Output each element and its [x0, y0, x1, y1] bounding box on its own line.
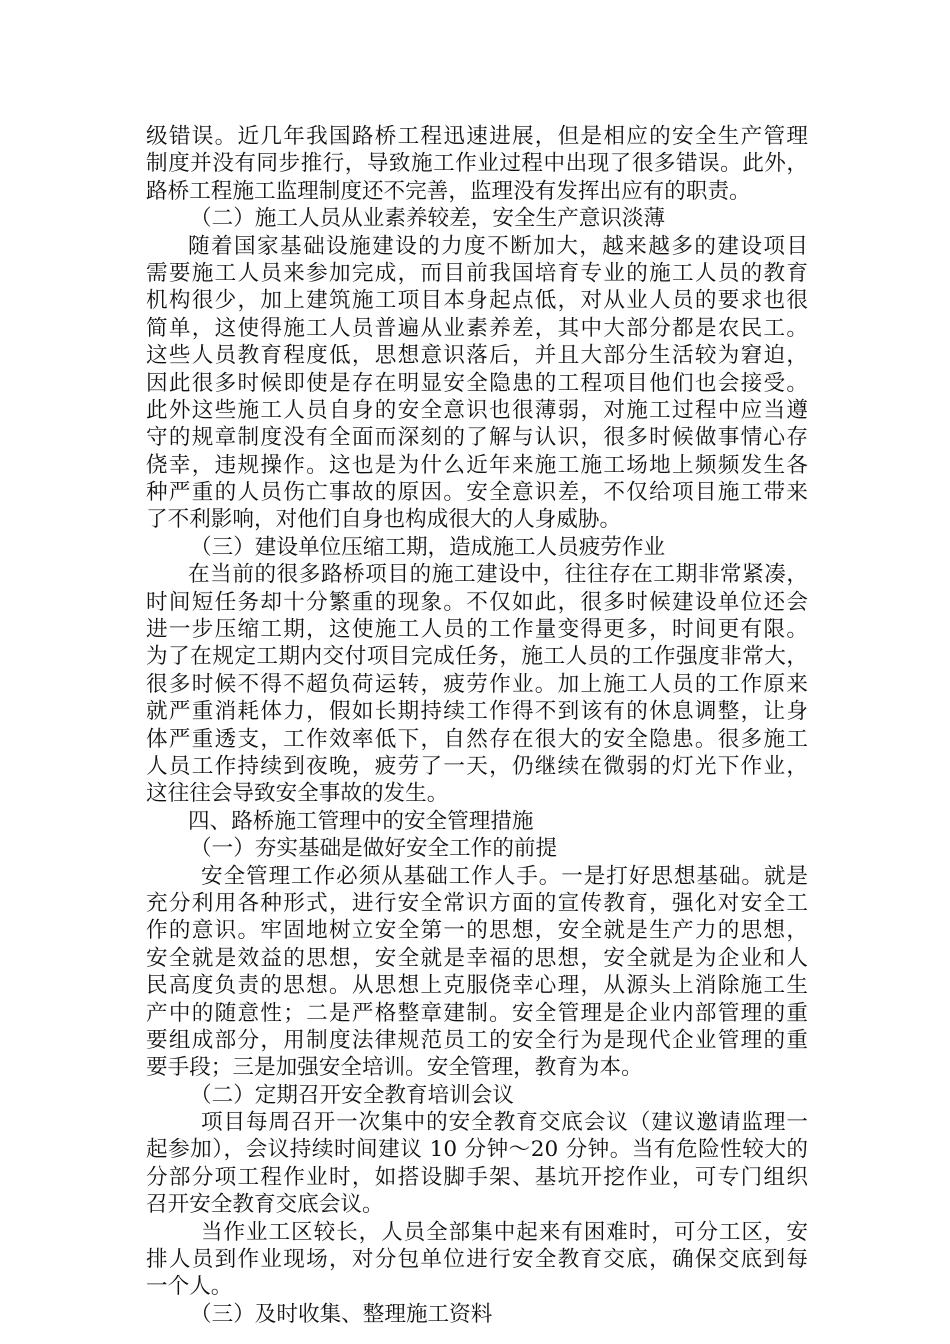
text-line: 制度并没有同步推行，导致施工作业过程中出现了很多错误。此外，: [146, 151, 808, 177]
text-line: 四、路桥施工管理中的安全管理措施: [188, 808, 534, 834]
text-line: 项目每周召开一次集中的安全教育交底会议（建议邀请监理一: [201, 1110, 808, 1136]
text-line: 这些人员教育程度低，思想意识落后，并且大部分生活较为窘迫，: [146, 343, 808, 369]
text-line: 需要施工人员来参加完成，而目前我国培育专业的施工人员的教育: [146, 260, 808, 286]
text-line: 当作业工区较长，人员全部集中起来有困难时，可分工区，安: [201, 1219, 808, 1245]
text-line: 起参加），会议持续时间建议 10 分钟～20 分钟。当有危险性较大的: [146, 1137, 808, 1163]
text-line: 排人员到作业现场，对分包单位进行安全教育交底，确保交底到每: [146, 1247, 808, 1273]
text-line: 机构很少，加上建筑施工项目本身起点低，对从业人员的要求也很: [146, 288, 808, 314]
text-line: 很多时候不得不超负荷运转，疲劳作业。加上施工人员的工作原来: [146, 671, 808, 697]
text-line: 简单，这使得施工人员普遍从业素养差，其中大部分都是农民工。: [146, 315, 808, 341]
text-line: 守的规章制度没有全面而深刻的了解与认识，很多时候做事情心存: [146, 425, 808, 451]
text-line: 体严重透支，工作效率低下，自然存在很大的安全隐患。很多施工: [146, 726, 808, 752]
text-line: 路桥工程施工监理制度还不完善，监理没有发挥出应有的职责。: [146, 178, 751, 204]
text-line: 要组成部分，用制度法律规范员工的安全行为是现代企业管理的重: [146, 1027, 808, 1053]
text-line: 侥幸，违规操作。这也是为什么近年来施工施工场地上频频发生各: [146, 452, 808, 478]
text-line: 种严重的人员伤亡事故的原因。安全意识差，不仅给项目施工带来: [146, 480, 808, 506]
text-line: 就严重消耗体力，假如长期持续工作得不到该有的休息调整，让身: [146, 699, 808, 725]
text-line: 人员工作持续到夜晚，疲劳了一天，仍继续在微弱的灯光下作业，: [146, 753, 808, 779]
text-line: 安全管理工作必须从基础工作人手。一是打好思想基础。就是: [201, 863, 808, 889]
text-line: （一）夯实基础是做好安全工作的前提: [190, 836, 558, 862]
text-line: 在当前的很多路桥项目的施工建设中，往往存在工期非常紧凑，: [188, 562, 808, 588]
text-line: 了不利影响，对他们自身也构成很大的人身威胁。: [146, 507, 622, 533]
document-body: [146, 123, 808, 1328]
text-line: 产中的随意性；二是严格整章建制。安全管理是企业内部管理的重: [146, 1000, 808, 1026]
text-line: 召开安全教育交底会议。: [146, 1192, 384, 1218]
text-line: 随着国家基础设施建设的力度不断加大，越来越多的建设项目: [188, 233, 808, 259]
text-line: 时间短任务却十分繁重的现象。不仅如此，很多时候建设单位还会: [146, 589, 808, 615]
text-line: （二）施工人员从业素养较差，安全生产意识淡薄: [190, 206, 666, 232]
text-line: （三）及时收集、整理施工资料: [190, 1301, 493, 1327]
text-line: 因此很多时候即使是存在明显安全隐患的工程项目他们也会接受。: [146, 370, 808, 396]
text-line: 安全就是效益的思想，安全就是幸福的思想，安全就是为企业和人: [146, 945, 808, 971]
text-line: （三）建设单位压缩工期，造成施工人员疲劳作业: [190, 534, 666, 560]
text-line: 进一步压缩工期，这使施工人员的工作量变得更多，时间更有限。: [146, 617, 808, 643]
text-line: 此外这些施工人员自身的安全意识也很薄弱，对施工过程中应当遵: [146, 397, 808, 423]
text-line: 作的意识。牢固地树立安全第一的思想，安全就是生产力的思想，: [146, 918, 808, 944]
text-line: 要手段；三是加强安全培训。安全管理，教育为本。: [146, 1055, 643, 1081]
text-line: 充分利用各种形式，进行安全常识方面的宣传教育，强化对安全工: [146, 890, 808, 916]
text-line: 级错误。近几年我国路桥工程迅速进展，但是相应的安全生产管理: [146, 124, 808, 149]
text-line: 一个人。: [146, 1274, 233, 1300]
text-line: 民高度负责的思想。从思想上克服侥幸心理，从源头上消除施工生: [146, 973, 808, 999]
text-line: 这往往会导致安全事故的发生。: [146, 781, 449, 807]
text-line: 为了在规定工期内交付项目完成任务，施工人员的工作强度非常大，: [146, 644, 808, 670]
text-line: （二）定期召开安全教育培训会议: [190, 1082, 514, 1108]
text-line: 分部分项工程作业时，如搭设脚手架、基坑开挖作业，可专门组织: [146, 1164, 808, 1190]
